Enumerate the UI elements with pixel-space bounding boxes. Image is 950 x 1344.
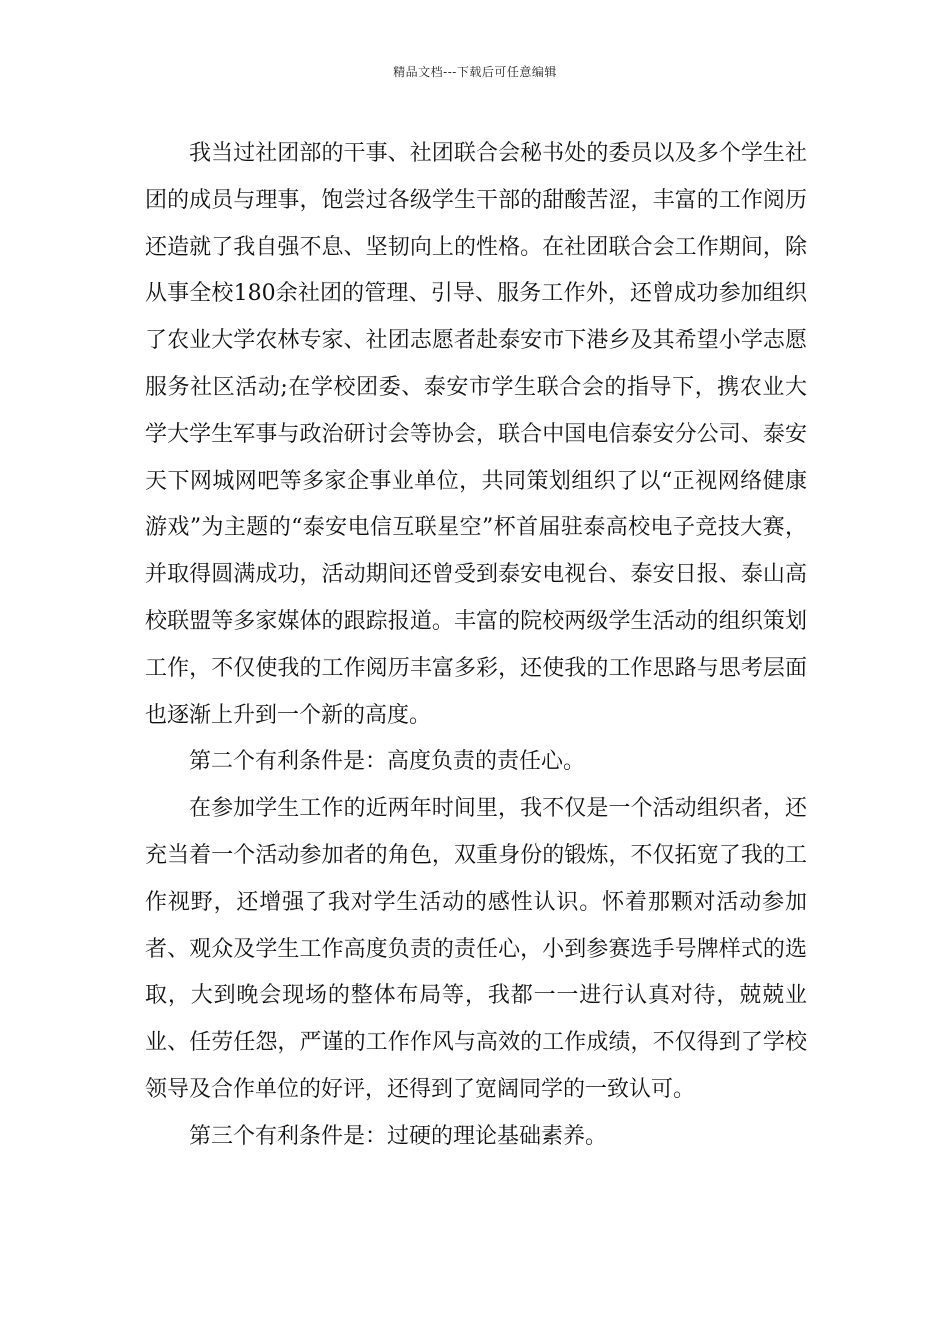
paragraph-experience: 我当过社团部的干事、社团联合会秘书处的委员以及多个学生社团的成员与理事，饱尝过各级学生干部的甜酸苦涩，丰富的工作阅历还造就了我自强不息、坚韧向上的性格。在社团联合会工作期间，除从事全校180余社团的管理、引导、服务工作外，还曾成功参加组织了农业大学农林专家、社团志愿者赴泰安市下港乡及其希望小学志愿服务社区活动;在学校团委、泰安市学生联合会的指导下，携农业大学大学生军事与政治研讨会等协会，联合中国电信泰安分公司、泰安天下网城网吧等多家企事业单位，共同策划组织了以“正视网络健康游戏”为主题的“泰安电信互联星空”杯首届驻泰高校电子竞技大赛，并取得圆满成功，活动期间还曾受到泰安电视台、泰安日报、泰山高校联盟等多家媒体的跟踪报道。丰富的院校两级学生活动的组织策划工作，不仅使我的工作阅历丰富多彩，还使我的工作思路与思考层面也逐渐上升到一个新的高度。 — [145, 141, 807, 728]
document-body — [145, 131, 807, 1161]
paragraph-condition-three: 第三个有利条件是：过硬的理论基础素养。 — [189, 1123, 608, 1149]
paragraph-responsibility: 在参加学生工作的近两年时间里，我不仅是一个活动组织者，还充当着一个活动参加者的角色，双重身份的锻炼，不仅拓宽了我的工作视野，还增强了我对学生活动的感性认识。怀着那颗对活动参加者、观众及学生工作高度负责的责任心，小到参赛选手号牌样式的选取，大到晚会现场的整体布局等，我都一一进行认真对待，兢兢业业、任劳任怨，严谨的工作作风与高效的工作成绩，不仅得到了学校领导及合作单位的好评，还得到了宽阔同学的一致认可。 — [145, 796, 807, 1102]
page-header: 精品文档---下载后可任意编辑 — [393, 65, 557, 79]
paragraph-condition-two: 第二个有利条件是：高度负责的责任心。 — [189, 749, 586, 775]
